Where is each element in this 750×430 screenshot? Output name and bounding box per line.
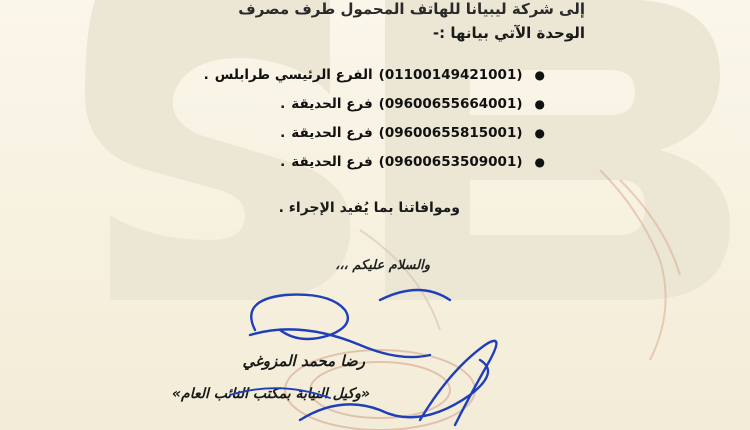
account-list bbox=[185, 60, 545, 176]
list-item: ● (09600655664001) فرع الحديقة . bbox=[280, 95, 545, 112]
signatory-title: «وكيل النيابة بمكتب النائب العام» bbox=[171, 386, 370, 402]
signatory-name: رضا محمد المزوغي bbox=[242, 352, 365, 370]
list-item: ● (09600655815001) فرع الحديقة . bbox=[280, 124, 545, 141]
list-item: ● (09600653509001) فرع الحديقة . bbox=[280, 153, 545, 170]
bullet-icon: ● bbox=[534, 125, 545, 140]
bullet-icon: ● bbox=[534, 67, 545, 82]
branch-name: فرع الحديقة bbox=[291, 153, 373, 170]
branch-name: فرع الحديقة bbox=[291, 95, 373, 112]
greeting-line: والسلام عليكم ،،، bbox=[335, 258, 430, 273]
account-number: (09600655815001) bbox=[378, 124, 523, 141]
bullet-icon: ● bbox=[534, 96, 545, 111]
bullet-icon: ● bbox=[534, 154, 545, 169]
branch-name: فرع الحديقة bbox=[291, 124, 373, 141]
list-item: ● (01100149421001) الفرع الرئيسي طرابلس . bbox=[203, 66, 545, 83]
letter-line-1: إلى شركة ليبيانا للهاتف المحمول طرف مصرف bbox=[238, 0, 585, 18]
branch-name: الفرع الرئيسي طرابلس bbox=[214, 66, 373, 83]
closing-line: وموافاتنا بما يُفيد الإجراء . bbox=[278, 200, 460, 216]
letter-line-2: الوحدة الآتي بيانها :- bbox=[432, 24, 585, 42]
account-number: (01100149421001) bbox=[378, 66, 523, 83]
account-number: (09600653509001) bbox=[378, 153, 523, 170]
account-number: (09600655664001) bbox=[378, 95, 523, 112]
